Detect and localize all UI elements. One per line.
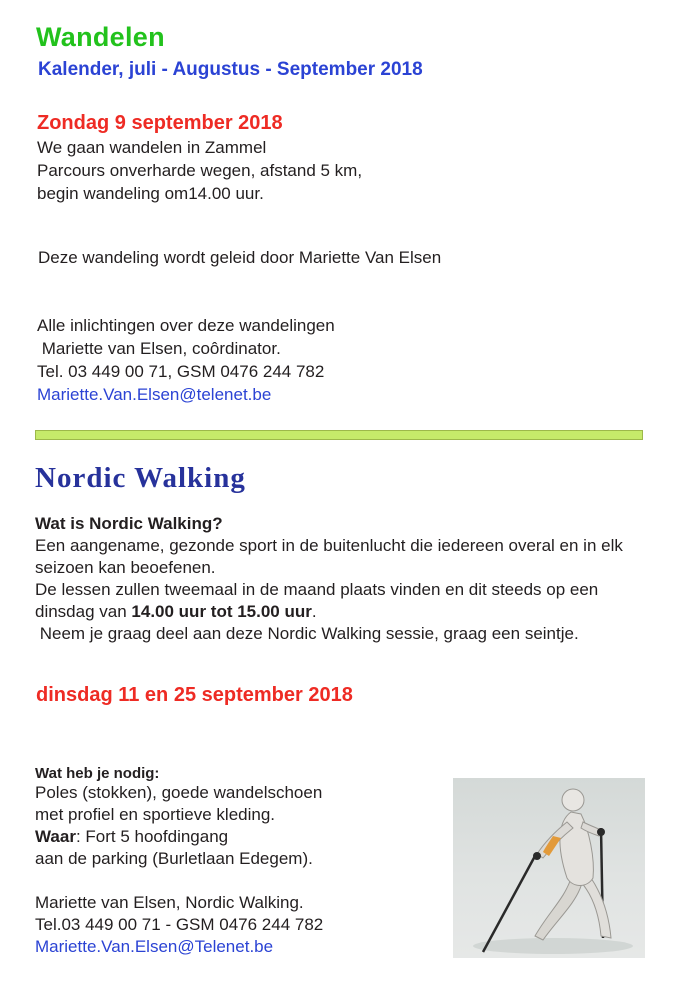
nordic-description-line-2: seizoen kan beoefenen. — [35, 558, 216, 577]
walking-title: Wandelen — [36, 22, 165, 52]
nordic-walker-icon — [453, 778, 645, 958]
walking-event-date: Zondag 9 september 2018 — [37, 112, 283, 134]
nordic-schedule-line — [35, 601, 317, 622]
nordic-where-line — [35, 826, 228, 847]
walking-info-line-3: Tel. 03 449 00 71, GSM 0476 244 782 — [37, 362, 325, 381]
nordic-question-heading: Wat is Nordic Walking? — [35, 514, 223, 533]
nordic-contact-line-2: Tel.03 449 00 71 - GSM 0476 244 782 — [35, 915, 324, 934]
section-divider — [35, 430, 643, 440]
walking-line-2: Parcours onverharde wegen, afstand 5 km, — [37, 161, 363, 180]
nordic-needs-line-2: met profiel en sportieve kleding. — [35, 805, 276, 824]
walking-info-line-2: Mariette van Elsen, coôrdinator. — [37, 339, 281, 358]
walking-line-3: begin wandeling om14.00 uur. — [37, 184, 264, 203]
walking-guide-text: Deze wandeling wordt geleid door Mariette Van Elsen — [38, 248, 442, 267]
nordic-description-line-3: De lessen zullen tweemaal in de maand plaats vinden en dit steeds op een — [35, 580, 599, 599]
walking-calendar-subtitle: Kalender, juli - Augustus - September 2018 — [38, 59, 423, 80]
nordic-needs-heading: Wat heb je nodig: — [35, 765, 160, 782]
nordic-walking-title: Nordic Walking — [35, 462, 246, 494]
nordic-email-link[interactable]: Mariette.Van.Elsen@Telenet.be — [35, 937, 274, 956]
walking-email-link[interactable]: Mariette.Van.Elsen@telenet.be — [37, 385, 272, 404]
nordic-dates: dinsdag 11 en 25 september 2018 — [36, 684, 353, 706]
nordic-where-line-2: aan de parking (Burletlaan Edegem). — [35, 849, 313, 868]
nordic-schedule-prefix: dinsdag van — [35, 602, 132, 621]
walking-info-line-1: Alle inlichtingen over deze wandelingen — [37, 316, 335, 335]
nordic-description-line-1: Een aangename, gezonde sport in de buitenlucht die iedereen overal en in elk — [35, 536, 623, 555]
nordic-contact-line-1: Mariette van Elsen, Nordic Walking. — [35, 893, 304, 912]
nordic-invite-line: Neem je graag deel aan deze Nordic Walking sessie, graag een seintje. — [35, 624, 579, 643]
nordic-walker-image — [453, 778, 645, 958]
walking-line-1: We gaan wandelen in Zammel — [37, 138, 267, 157]
nordic-needs-line-1: Poles (stokken), goede wandelschoen — [35, 783, 323, 802]
nordic-schedule-time: 14.00 uur tot 15.00 uur — [131, 602, 312, 621]
nordic-where-text: : Fort 5 hoofdingang — [75, 827, 229, 846]
nordic-schedule-suffix: . — [311, 602, 317, 621]
nordic-where-label: Waar — [35, 827, 76, 846]
